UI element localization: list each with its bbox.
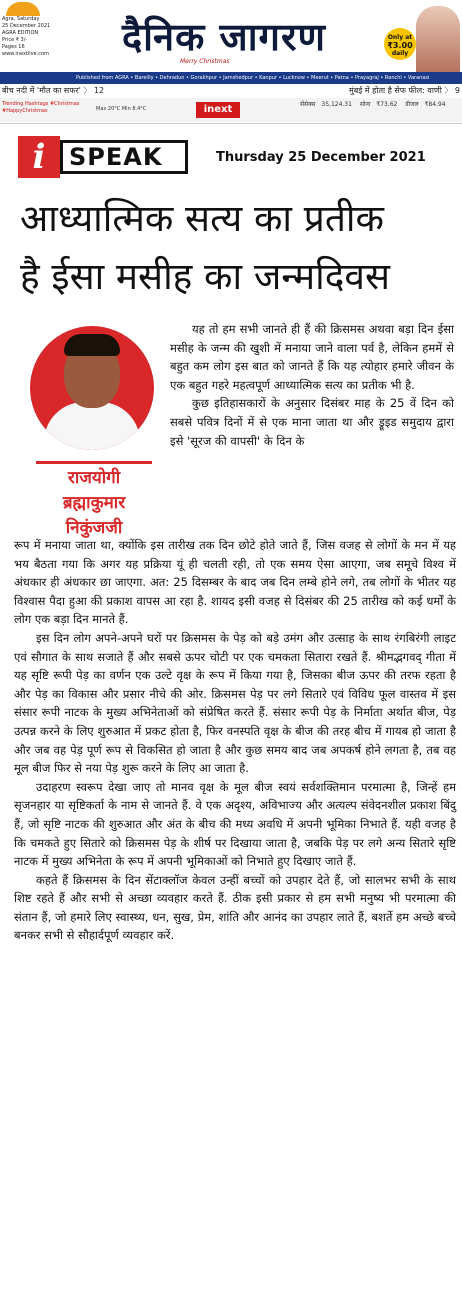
author-name: निकुंजजी (65, 518, 123, 538)
pages-text: Pages 16 (2, 44, 25, 50)
weather-text: Max 20°C Min 8.4°C (96, 106, 147, 112)
edition-name: AGRA EDITION (2, 30, 39, 36)
article-date: Thursday 25 December 2021 (216, 150, 426, 165)
edition-date: 25 December 2021 (2, 23, 51, 29)
paragraph-1: यह तो हम सभी जानते ही हैं की क्रिसमस अथवा बड़ा दिन ईसा मसीह के जन्म की खुशी में मनाया जाने वाला पर्व है, लेकिन हममें से बहुत कम लोग इस बात को जानते हैं कि यह त्योहार हमारे जीवन के एक बहुत गहरे महत्वपूर्ण आध्यात्मिक सत्य का प्रतीक भी है. (170, 322, 454, 392)
article-body-top (170, 320, 454, 450)
badge-price: ₹3.00 (387, 41, 413, 50)
left-teaser[interactable]: बीच नदी में 'मौत का सफर' 〉 12 (2, 86, 105, 95)
paragraph-3: इस दिन लोग अपने-अपने घरों पर क्रिसमस के पेड़ को बड़े उमंग और उत्साह के साथ रंगबिरंगी लाइट एवं सौगात के साथ सजाते हैं और सबसे ऊपर चोटी पर एक चमकता सितारा रखते हैं. श्रीमद्भगवद् गीता में यह सृष्टि रूपी पेड़ का वर्णन एक उल्टे वृक्ष के रूप में किया गया है, जिसका बीज ऊपर की तरफ रहता है और पेड़ का विकास और प्रसार नीचे की ओर. क्रिसमस पेड़ पर लगे सितारे एवं विविध फूल वास्तव में इस संसार रूपी नाटक के मुख्य अभिनेताओं को संप्रेषित करते हैं. संसार रूपी पेड़ के निर्माता अर्थात बीज, पेड़ उत्पन्न करने के लिए शुरुआत में प्रकट होता है, फिर वनस्पति वृक्ष के बीज की तरह बीच में गायब हो जाता है और जब वह पेड़ पूर्ण रूप से विकसित हो जाता है और कुछ समय बाद जब अपकर्ष होने लगता है, तब वह मूल बीज फिर से नया पेड़ शुरू करने के लिए आ जाता है. (14, 630, 456, 776)
author-byline (30, 466, 158, 541)
author-shirt (44, 402, 140, 450)
website-text: www.inextlive.com (2, 51, 49, 57)
newspaper-title: दैनिक जागरण (122, 14, 326, 59)
masthead-tagline: Merry Christmas (180, 58, 230, 65)
author-title: राजयोगी (67, 468, 121, 488)
paragraph-2-cont: रूप में मनाया जाता था, क्योंकि इस तारीख तक दिन छोटे होते जाते हैं, जिस वजह से लोगों के मन में यह भय बैठता गया कि अगर यह प्रक्रिया यूं ही चलती रही, तो एक समय ऐसा आएगा, जब समूचे विश्व में अंधकार ही अंधकार छा जाएगा. अत: 25 दिसम्बर के बाद जब दिन लम्बे होने लगे, तब लोगों के भीतर यह विश्वास पैदा हुआ की प्रकाश वापस आ रहा है. शायद इसी वजह से दिसंबर की 25 तारीख को कई धर्मों के लोग एक बड़ा दिन मानते हैं. (14, 538, 456, 627)
market-ticker (300, 100, 452, 108)
edition-label: Agra, Saturday (2, 16, 40, 22)
publication-cities-bar: Published from AGRA • Bareilly • Dehradun • Gorakhpur • Jamshedpur • Kanpur • Lucknow • Meerut • Patna • Prayagraj • Ranchi • Varanasi (0, 72, 462, 84)
edition-info (2, 2, 66, 58)
paragraph-5: कहते हैं क्रिसमस के दिन सेंटाक्लॉज केवल उन्हीं बच्चों को उपहार देते हैं, जो सालभर सभी के साथ शिष्ट रहते हैं और सभी से अच्छा व्यवहार करते हैं. ठीक इसी प्रकार से हम सभी मनुष्य भी परमात्मा की संतान हैं, जो हमारे लिए स्वास्थ्य, धन, सुख, प्रेम, शांति और आनंद का उपहार लाते हैं, बशर्ते हम अच्छे बच्चे बनकर सभी से सौहार्दपूर्ण व्यवहार करें. (14, 872, 456, 943)
ispeak-word: SPEAK (60, 140, 188, 174)
price-badge (384, 28, 416, 60)
author-hair (64, 334, 120, 356)
trending-hashtags: Trending Hashtags #Christmas #HappyChristmas (2, 101, 80, 114)
market-sensex-value: 35,124.31 (321, 101, 352, 108)
market-sensex-label: सेंसेक्स (300, 101, 316, 108)
market-diesel-value: ₹84.94 (424, 101, 446, 108)
market-gold-value: ₹73.62 (376, 101, 398, 108)
market-gold-label: सोना (359, 101, 371, 108)
right-teaser[interactable]: मुंबई में होता है सेफ फील: वाणी 〉 9 (348, 86, 460, 95)
author-divider (36, 461, 152, 464)
badge-line1: Only at (387, 34, 413, 41)
article-headline (20, 190, 450, 306)
market-diesel-label: डीजल (405, 101, 419, 108)
newspaper-masthead (0, 0, 462, 124)
badge-line3: daily (391, 50, 409, 57)
teaser-row (0, 84, 462, 98)
headline-line1: आध्यात्मिक सत्य का प्रतीक (20, 197, 384, 240)
price-text: Price ₹ 3/- (2, 37, 28, 43)
author-photo (30, 326, 154, 450)
advert-photo (416, 6, 460, 74)
paragraph-4: उदाहरण स्वरूप देखा जाए तो मानव वृक्ष के मूल बीज स्वयं सर्वशक्तिमान परमात्मा है, जिन्हें हम सृजनहार या सृष्टिकर्ता के नाम से जानते हैं. वे एक अदृश्य, अविभाज्य और अत्यल्प संवेदनशील प्रकाश बिंदु हैं, जो सृष्टि नाटक की शुरुआत और अंत के बीच की मध्य अवधि में अपनी भूमिका निभाते हैं. यही वजह है कि चमकते हुए सितारे को क्रिसमस पेड़ के शीर्ष पर दिखाया जाता है, जबकि पेड़ पर लगे अन्य सितारे सृष्टि नाटक में मुख्य अभिनेता के रूप में अपनी भूमिकाओं को निभाते हुए दिखाए जाते हैं. (14, 779, 456, 869)
ispeak-logo (18, 136, 188, 178)
sun-logo-icon (6, 2, 40, 16)
headline-line2: है ईसा मसीह का जन्मदिवस (20, 255, 390, 298)
inext-logo: inext (196, 102, 240, 118)
article-body-main (14, 536, 456, 945)
paragraph-2-start: कुछ इतिहासकारों के अनुसार दिसंबर माह के 25 वें दिन को सबसे पवित्र दिनों में से एक माना जाता था और ड्रूइड समुदाय द्वारा इसे 'सूरज की वापसी' के दिन के (170, 396, 454, 448)
author-org: ब्रह्माकुमार (62, 493, 126, 513)
ispeak-i-letter: i (18, 136, 60, 178)
